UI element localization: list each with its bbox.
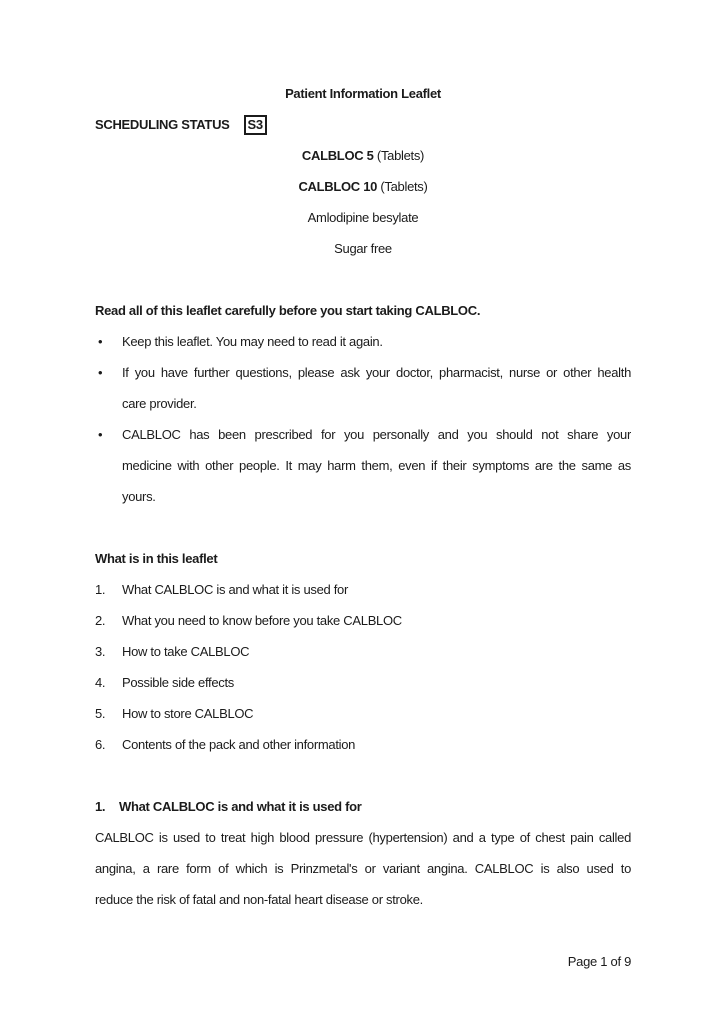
leaflet-content xyxy=(95,78,631,915)
bullet-text: yours. xyxy=(122,489,156,504)
toc-item xyxy=(95,698,631,729)
toc-item xyxy=(95,636,631,667)
toc-item xyxy=(95,729,631,760)
bullet-icon: • xyxy=(98,365,103,380)
section-1-number: 1. xyxy=(95,799,106,814)
section-1-heading xyxy=(95,791,631,822)
active-ingredient: Amlodipine besylate xyxy=(307,210,419,225)
toc-item xyxy=(95,667,631,698)
list-item xyxy=(95,419,631,512)
bullet-text: CALBLOC has been prescribed for you personally and you should not share your xyxy=(122,427,631,442)
product-name: CALBLOC 5 xyxy=(301,148,374,163)
list-item xyxy=(95,326,631,357)
section-1-body xyxy=(95,822,631,915)
sugar-free-note: Sugar free xyxy=(334,241,392,256)
toc-item-text: How to store CALBLOC xyxy=(122,706,254,721)
toc-item-number: 6. xyxy=(95,737,106,752)
toc-item-number: 5. xyxy=(95,706,106,721)
scheduling-status-row xyxy=(95,109,631,140)
toc-item-number: 2. xyxy=(95,613,106,628)
toc-item-number: 1. xyxy=(95,582,106,597)
body-text-line: CALBLOC is used to treat high blood pressure (hypertension) and a type of chest pain called xyxy=(95,830,631,845)
bullet-text: medicine with other people. It may harm them, even if their symptoms are the same as xyxy=(122,458,631,473)
toc-item-text: How to take CALBLOC xyxy=(122,644,250,659)
toc-item-text: What CALBLOC is and what it is used for xyxy=(122,582,349,597)
intro-heading: Read all of this leaflet carefully before you start taking CALBLOC. xyxy=(95,303,481,318)
product-line-calbloc-5 xyxy=(95,140,631,171)
product-form: (Tablets) xyxy=(380,179,428,194)
page-number: Page 1 of 9 xyxy=(567,954,631,969)
scheduling-status-label: SCHEDULING STATUS xyxy=(95,117,230,132)
bullet-text: Keep this leaflet. You may need to read it again. xyxy=(122,334,383,349)
body-text-line: reduce the risk of fatal and non-fatal heart disease or stroke. xyxy=(95,892,423,907)
toc-item-number: 3. xyxy=(95,644,106,659)
toc-item-text: What you need to know before you take CALBLOC xyxy=(122,613,402,628)
section-1-heading-text: What CALBLOC is and what it is used for xyxy=(119,799,362,814)
bullet-icon: • xyxy=(98,334,103,349)
toc-item xyxy=(95,605,631,636)
toc-item-number: 4. xyxy=(95,675,106,690)
toc-item xyxy=(95,574,631,605)
body-text-line: angina, a rare form of which is Prinzmetal's or variant angina. CALBLOC is also used to xyxy=(95,861,631,876)
page-title: Patient Information Leaflet xyxy=(285,86,441,101)
list-item xyxy=(95,357,631,419)
product-form: (Tablets) xyxy=(376,148,425,163)
scheduling-status-badge: S3 xyxy=(244,115,267,135)
bullet-text: If you have further questions, please ask your doctor, pharmacist, nurse or other health xyxy=(122,365,631,380)
toc-item-text: Possible side effects xyxy=(122,675,234,690)
toc-heading: What is in this leaflet xyxy=(95,551,218,566)
toc-item-text: Contents of the pack and other information xyxy=(122,737,356,752)
bullet-icon: • xyxy=(98,427,103,442)
product-line-calbloc-10 xyxy=(95,171,631,202)
bullet-text: care provider. xyxy=(122,396,197,411)
product-name: CALBLOC 10 xyxy=(298,179,378,194)
